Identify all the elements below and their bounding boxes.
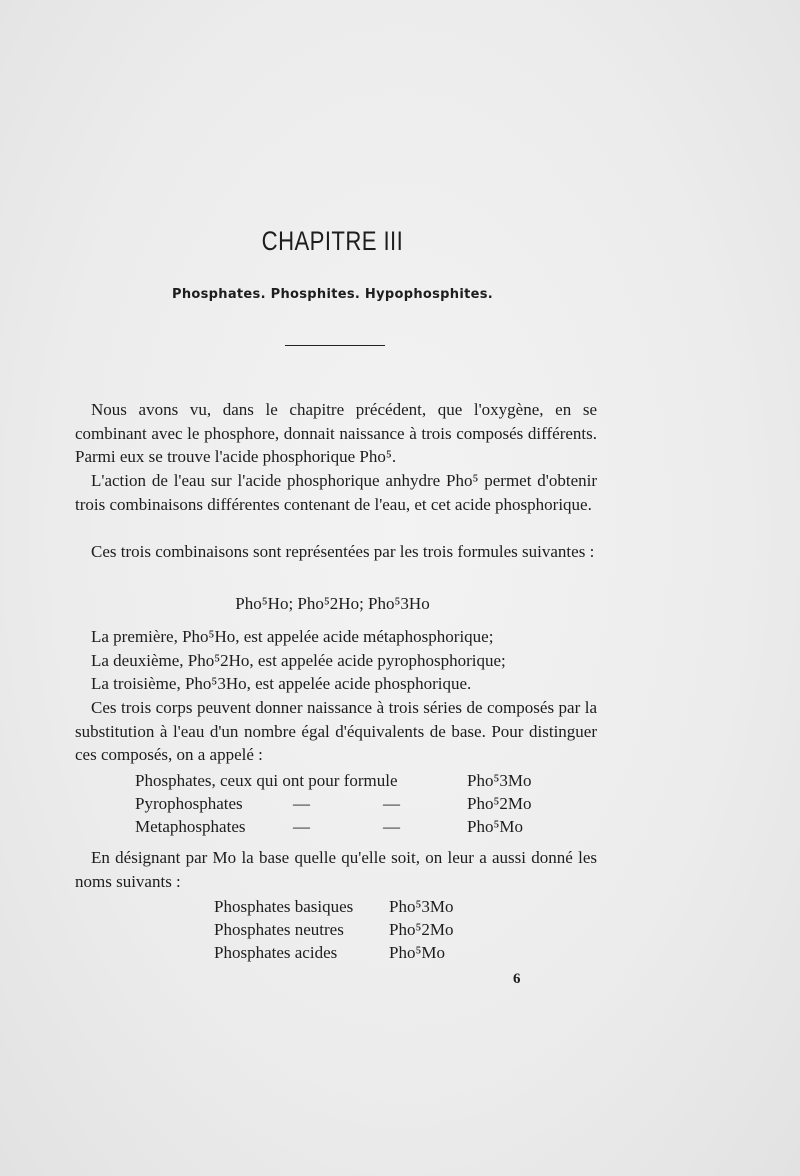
page-number: 6 bbox=[513, 971, 521, 987]
paragraph-intro: Nous avons vu, dans le chapitre précédent, que l'oxygène, en se combinant avec le phosphore, donnait naissance à trois composés différents. Parmi eux se trouve l'acide phosphorique Pho⁵. bbox=[75, 400, 597, 466]
table1-row-formula: Pho⁵3Mo bbox=[467, 771, 532, 790]
paragraph-series: Ces trois corps peuvent donner naissance à trois séries de composés par la substitution à l'eau d'un nombre égal d'équivalents de base. Pour distinguer ces composés, on a appelé : bbox=[75, 698, 597, 764]
table1-row-formula: Pho⁵2Mo bbox=[467, 794, 532, 813]
table1-row-name: Phosphates, ceux qui ont pour formule bbox=[135, 771, 398, 790]
table1-row-dash: — bbox=[383, 794, 400, 813]
chapter-subtitle: Phosphates. Phosphites. Hypophosphites. bbox=[172, 287, 493, 302]
table1-row-name: Pyrophosphates bbox=[135, 794, 243, 813]
paragraph-names: En désignant par Mo la base quelle qu'elle soit, on leur a aussi donné les noms suivants : bbox=[75, 848, 597, 891]
named-line-second: La deuxième, Pho⁵2Ho, est appelée acide pyrophosphorique; bbox=[91, 651, 506, 670]
table2-row-name: Phosphates acides bbox=[214, 943, 338, 962]
table1-row-dash: — bbox=[293, 794, 310, 813]
table1-row-dash: — bbox=[293, 817, 310, 836]
paragraph-water-action: L'action de l'eau sur l'acide phosphorique anhydre Pho⁵ permet d'obtenir trois combinaisons différentes contenant de l'eau, et cet acide phosphorique. bbox=[75, 471, 597, 514]
table2-row-name: Phosphates neutres bbox=[214, 920, 344, 939]
title-divider bbox=[285, 345, 385, 346]
table2-row-formula: Pho⁵2Mo bbox=[389, 920, 454, 939]
paragraph-formulas-intro: Ces trois combinaisons sont représentées par les trois formules suivantes : bbox=[91, 542, 595, 561]
table2-row-formula: Pho⁵3Mo bbox=[389, 897, 454, 916]
named-line-first: La première, Pho⁵Ho, est appelée acide métaphosphorique; bbox=[91, 627, 494, 646]
formula-line: Pho⁵Ho; Pho⁵2Ho; Pho⁵3Ho bbox=[235, 594, 430, 613]
table1-row-name: Metaphosphates bbox=[135, 817, 246, 836]
table2-row-formula: Pho⁵Mo bbox=[389, 943, 445, 962]
table1-row-formula: Pho⁵Mo bbox=[467, 817, 523, 836]
table2-row-name: Phosphates basiques bbox=[214, 897, 354, 916]
named-line-third: La troisième, Pho⁵3Ho, est appelée acide phosphorique. bbox=[91, 674, 472, 693]
table1-row-dash: — bbox=[383, 817, 400, 836]
chapter-title: CHAPITRE III bbox=[261, 226, 404, 256]
